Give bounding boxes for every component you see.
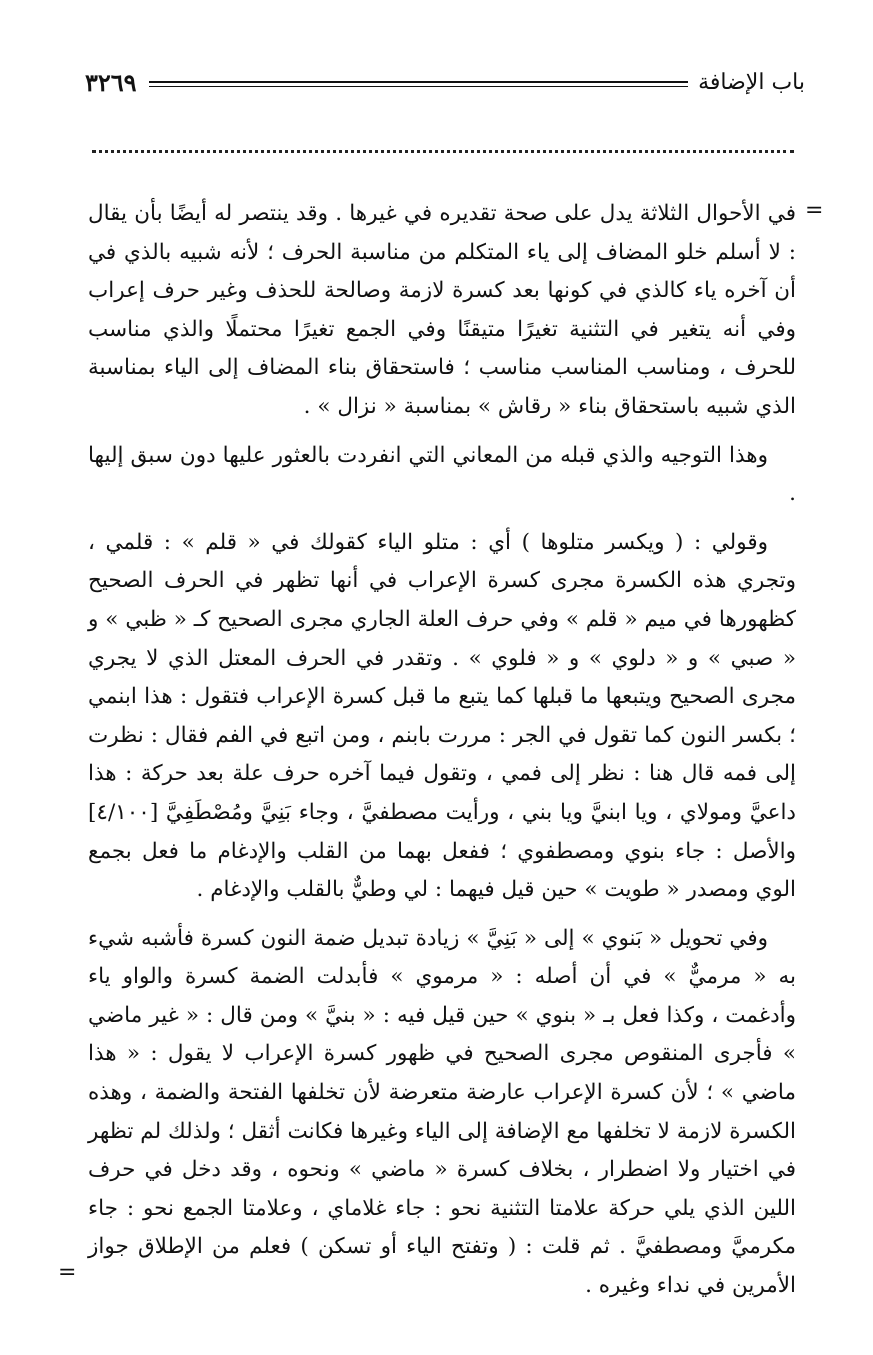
running-header	[85, 62, 805, 102]
continuation-mark-bottom: =	[58, 1260, 77, 1285]
paragraph: وفي تحويل « بَنوي » إلى « بَنِيَّ » زيادة تبديل ضمة النون كسرة فأشبه شيء به « مرميٌّ » في أن أصله : « مرموي » فأبدلت الضمة كسرة والواو ياء وأدغمت ، وكذا فعل بـ « بنوي » حين قيل فيه : « بنيَّ » ومن قال : « غير ماضي » فأجرى المنقوص مجرى الصحيح في ظهور كسرة الإعراب لا يقول : « هذا ماضي » ؛ لأن كسرة الإعراب عارضة متعرضة لأن تخلفها الفتحة والضمة ، وهذه الكسرة لازمة لا تخلفها مع الإضافة إلى الياء وغيرها فكانت أثقل ؛ ولذلك لم تظهر في اختيار ولا اضطرار ، بخلاف كسرة « ماضي » ونحوه ، وقد دخل في حرف اللين الذي يلي حركة علامتا التثنية نحو : جاء غلاماي ، وعلامتا الجمع نحو : جاء مكرميَّ ومصطفيَّ . ثم قلت : ( وتفتح الياء أو تسكن ) فعلم من الإطلاق جواز الأمرين في نداء وغيره .	[88, 925, 796, 1299]
continuation-mark-top: =	[805, 198, 824, 223]
dotted-separator	[92, 150, 794, 153]
paragraph: وهذا التوجيه والذي قبله من المعاني التي انفردت بالعثور عليها دون سبق إليها .	[88, 442, 796, 507]
page-number: ٣٢٦٩	[85, 67, 137, 97]
chapter-title: باب الإضافة	[698, 69, 805, 95]
body-text	[88, 195, 796, 1306]
paragraph: في الأحوال الثلاثة يدل على صحة تقديره في غيرها . وقد ينتصر له أيضًا بأن يقال : لا أسلم خلو المضاف إلى ياء المتكلم من مناسبة الحرف ؛ لأنه شبيه بالذي في أن آخره ياء كالذي في كونها بعد كسرة لازمة وصالحة للحذف وغير حرف إعراب وفي أنه يتغير في التثنية تغيرًا متيقنًا وفي الجمع تغيرًا محتملًا والذي مناسب للحرف ، ومناسب المناسب مناسب ؛ فاستحقاق بناء المضاف إلى الياء بمناسبة الذي شبيه باستحقاق بناء « رقاش » بمناسبة « نزال » .	[88, 201, 796, 419]
paragraph: وقولي : ( ويكسر متلوها ) أي : متلو الياء كقولك في « قلم » : قلمي ، وتجري هذه الكسرة مجرى كسرة الإعراب في أنها تظهر في الحرف الصحيح كظهورها في ميم « قلم » وفي حرف العلة الجاري مجرى الصحيح كـ « ظبي » و « صبي » و « دلوي » و « فلوي » . وتقدر في الحرف المعتل الذي لا يجري مجرى الصحيح ويتبعها ما قبلها كما يتبع ما قبل كسرة الإعراب فتقول : هذا ابنمي ؛ بكسر النون كما تقول في الجر : مررت بابنم ، ومن اتبع في الفم فقال : نظرت إلى فمه قال هنا : نظر إلى فمي ، وتقول فيما آخره حرف علة بعد حركة : هذا داعيَّ ومولاي ، ويا ابنيَّ ويا بني ، ورأيت مصطفيَّ ، وجاء بَنِيَّ ومُصْطَفِيَّ [٤/١٠٠] والأصل : جاء بنوي ومصطفوي ؛ ففعل بهما من القلب والإدغام ما فعل بجمع الوي ومصدر « طويت » حين قيل فيهما : لي وطيٌّ بالقلب والإدغام .	[88, 529, 796, 903]
header-rule	[149, 81, 689, 87]
